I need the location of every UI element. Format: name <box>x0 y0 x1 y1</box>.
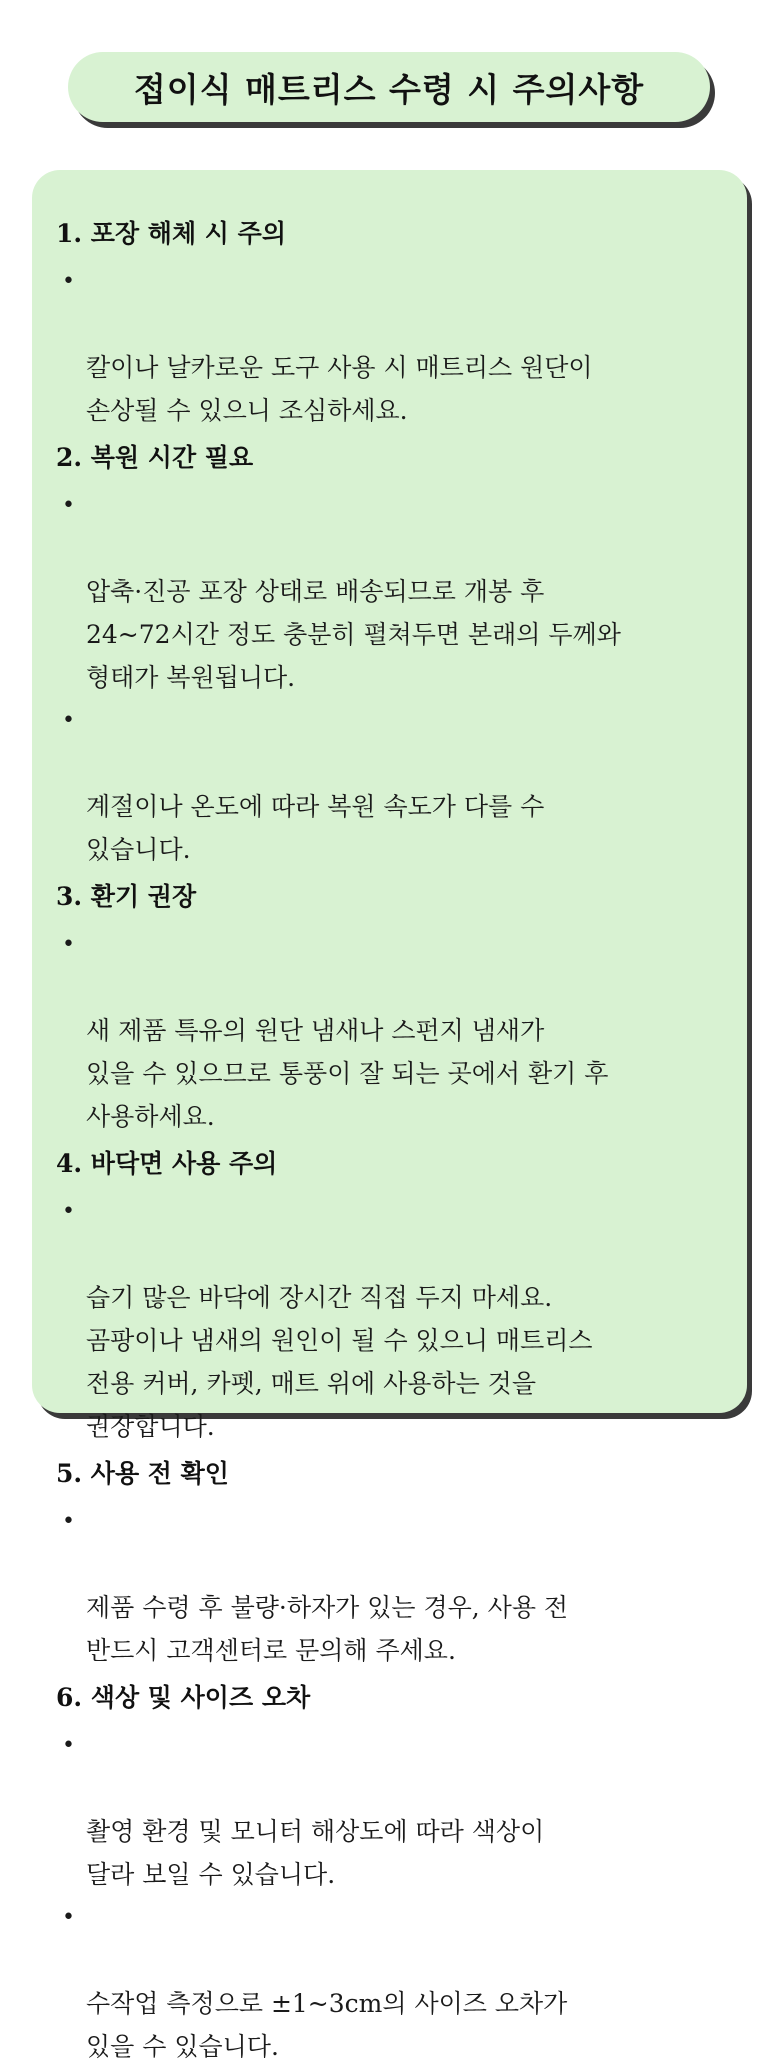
page-title: 접이식 매트리스 수령 시 주의사항 <box>133 69 645 109</box>
bullet-item <box>56 923 736 1138</box>
section-color-size-tolerance <box>56 1680 747 2068</box>
bullet-dot-icon: • <box>62 708 75 733</box>
bullet-dot-icon: • <box>62 1199 75 1224</box>
bullet-text: 계절이나 온도에 따라 복원 속도가 다를 수 있습니다. <box>86 792 545 864</box>
section-restore-time <box>56 440 747 871</box>
bullet-dot-icon: • <box>62 932 75 957</box>
section-heading: 6. 색상 및 사이즈 오차 <box>56 1683 311 1712</box>
bullet-item <box>56 699 736 871</box>
bullet-text: 습기 많은 바닥에 장시간 직접 두지 마세요. 곰팡이나 냄새의 원인이 될 수 있으니 매트리스 전용 커버, 카펫, 매트 위에 사용하는 것을 권장합니다. <box>86 1283 593 1441</box>
section-unpacking <box>56 216 747 432</box>
bullet-dot-icon: • <box>62 493 75 518</box>
bullet-item <box>56 1190 736 1448</box>
bullet-item <box>56 484 736 699</box>
bullet-text: 새 제품 특유의 원단 냄새나 스펀지 냄새가 있을 수 있으므로 통풍이 잘 되는 곳에서 환기 후 사용하세요. <box>86 1016 609 1131</box>
section-heading: 5. 사용 전 확인 <box>56 1459 229 1488</box>
bullet-dot-icon: • <box>62 1509 75 1534</box>
bullet-dot-icon: • <box>62 1733 75 1758</box>
bullet-text: 수작업 측정으로 ±1~3cm의 사이즈 오차가 있을 수 있습니다. <box>86 1989 568 2061</box>
bullet-text: 압축·진공 포장 상태로 배송되므로 개봉 후 24~72시간 정도 충분히 펼쳐두면 본래의 두께와 형태가 복원됩니다. <box>86 577 621 692</box>
bullet-item <box>56 260 736 432</box>
bullet-item <box>56 1500 736 1672</box>
section-floor-use <box>56 1146 747 1448</box>
bullet-text: 제품 수령 후 불량·하자가 있는 경우, 사용 전 반드시 고객센터로 문의해 주세요. <box>86 1593 569 1665</box>
section-heading: 1. 포장 해체 시 주의 <box>56 219 286 248</box>
bullet-item <box>56 1896 736 2068</box>
bullet-dot-icon: • <box>62 269 75 294</box>
title-banner <box>68 52 710 122</box>
section-ventilation <box>56 879 747 1138</box>
section-heading: 4. 바닥면 사용 주의 <box>56 1149 278 1178</box>
notice-card <box>32 170 747 2061</box>
section-pre-use-check <box>56 1456 747 1672</box>
bullet-item <box>56 1724 736 1896</box>
bullet-text: 칼이나 날카로운 도구 사용 시 매트리스 원단이 손상될 수 있으니 조심하세요. <box>86 353 593 425</box>
section-heading: 2. 복원 시간 필요 <box>56 443 254 472</box>
bullet-dot-icon: • <box>62 1905 75 1930</box>
bullet-text: 촬영 환경 및 모니터 해상도에 따라 색상이 달라 보일 수 있습니다. <box>86 1817 545 1889</box>
section-heading: 3. 환기 권장 <box>56 882 197 911</box>
